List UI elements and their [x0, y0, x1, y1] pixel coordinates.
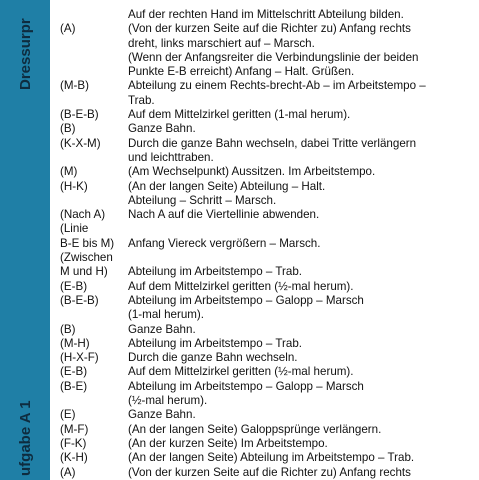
- instruction-row: [60, 394, 471, 408]
- instruction-text: (Wenn der Anfangsreiter die Verbindungslinie der beiden: [128, 50, 419, 64]
- marker-code: (A): [60, 465, 76, 479]
- instruction-row: [60, 137, 471, 151]
- side-title-bottom: ufgabe A 1: [17, 400, 34, 476]
- marker-code: (M-H): [60, 336, 90, 350]
- instruction-row: [60, 51, 471, 65]
- marker-code: (B): [60, 122, 76, 136]
- instruction-text: (An der kurzen Seite) Im Arbeitstempo.: [128, 436, 328, 450]
- instruction-text: Durch die ganze Bahn wechseln.: [128, 351, 298, 365]
- instruction-row: [60, 380, 471, 394]
- instruction-row: [60, 94, 471, 108]
- instruction-row: [60, 237, 471, 251]
- instruction-row: [60, 8, 471, 22]
- instruction-text: Abteilung zu einem Rechts-brecht-Ab – im Arbeitstempo –: [128, 79, 426, 93]
- marker-code: (M): [60, 165, 78, 179]
- instruction-text: (An der langen Seite) Abteilung im Arbeitstempo – Trab.: [128, 451, 415, 465]
- instruction-text: Abteilung im Arbeitstempo – Trab.: [128, 336, 302, 350]
- marker-code: (M-F): [60, 422, 89, 436]
- marker-code: [60, 394, 128, 408]
- instruction-text: Ganze Bahn.: [128, 322, 196, 336]
- marker-code: (B): [60, 322, 76, 336]
- instruction-row: [60, 437, 471, 451]
- marker-code: (E-B): [60, 365, 88, 379]
- instruction-text: Durch die ganze Bahn wechseln, dabei Tritte verlängern: [128, 136, 417, 150]
- instruction-row: [60, 466, 471, 480]
- instruction-text: Nach A auf die Viertellinie abwenden.: [128, 208, 320, 222]
- instruction-row: [60, 280, 471, 294]
- instruction-text: [128, 222, 471, 236]
- instruction-text: Abteilung – Schritt – Marsch.: [128, 193, 277, 207]
- instruction-row: [60, 37, 471, 51]
- marker-code: [60, 308, 128, 322]
- marker-code: [60, 65, 128, 79]
- marker-code: [60, 151, 128, 165]
- marker-code: (B-E-B): [60, 108, 99, 122]
- instruction-row: [60, 108, 471, 122]
- instruction-text: Ganze Bahn.: [128, 408, 196, 422]
- instruction-text: (Von der kurzen Seite auf die Richter zu) Anfang rechts: [128, 465, 411, 479]
- instruction-row: [60, 423, 471, 437]
- instruction-row: [60, 65, 471, 79]
- instruction-text: Abteilung im Arbeitstempo – Galopp – Marsch: [128, 293, 364, 307]
- instruction-row: [60, 122, 471, 136]
- marker-code: M und H): [60, 265, 108, 279]
- instruction-row: [60, 180, 471, 194]
- side-band: [0, 0, 50, 480]
- instruction-text: [128, 251, 471, 265]
- marker-code: (K-X-M): [60, 136, 101, 150]
- instruction-row: [60, 294, 471, 308]
- marker-code: [60, 51, 128, 65]
- instruction-row: [60, 408, 471, 422]
- instruction-row: [60, 79, 471, 93]
- instruction-text: Trab.: [128, 93, 155, 107]
- instruction-text: Abteilung im Arbeitstempo – Trab.: [128, 265, 302, 279]
- instruction-row: [60, 251, 471, 265]
- instruction-text: (½-mal herum).: [128, 394, 208, 408]
- marker-code: (H-X-F): [60, 351, 99, 365]
- marker-code: (H-K): [60, 179, 88, 193]
- instruction-text: (Am Wechselpunkt) Aussitzen. Im Arbeitstempo.: [128, 165, 376, 179]
- instruction-text: Ganze Bahn.: [128, 122, 196, 136]
- instruction-text: (An der langen Seite) Abteilung – Halt.: [128, 179, 326, 193]
- test-instructions: [60, 8, 471, 480]
- instruction-text: Auf dem Mittelzirkel geritten (1-mal herum).: [128, 108, 351, 122]
- marker-code: (B-E-B): [60, 293, 99, 307]
- instruction-text: Auf dem Mittelzirkel geritten (½-mal herum).: [128, 365, 354, 379]
- instruction-row: [60, 365, 471, 379]
- marker-code: (E-B): [60, 279, 88, 293]
- instruction-text: Auf der rechten Hand im Mittelschritt Abteilung bilden.: [128, 8, 404, 21]
- instruction-row: [60, 351, 471, 365]
- marker-code: (M-B): [60, 79, 89, 93]
- marker-code: B-E bis M): [60, 236, 115, 250]
- marker-code: (B-E): [60, 379, 88, 393]
- instruction-text: (1-mal herum).: [128, 308, 205, 322]
- instruction-row: [60, 308, 471, 322]
- instruction-row: [60, 265, 471, 279]
- instruction-row: [60, 208, 471, 222]
- side-title-top: Dressurpr: [17, 18, 34, 90]
- instruction-text: Anfang Viereck vergrößern – Marsch.: [128, 236, 321, 250]
- instruction-row: [60, 194, 471, 208]
- instruction-text: (An der langen Seite) Galoppsprünge verlängern.: [128, 422, 382, 436]
- marker-code: (A): [60, 22, 76, 36]
- marker-code: (K-H): [60, 451, 88, 465]
- instruction-row: [60, 323, 471, 337]
- instruction-text: und leichttraben.: [128, 150, 214, 164]
- marker-code: (F-K): [60, 436, 87, 450]
- instruction-row: [60, 222, 471, 236]
- instruction-text: Punkte E-B erreicht) Anfang – Halt. Grüßen.: [128, 65, 355, 79]
- instruction-row: [60, 337, 471, 351]
- marker-code: (Linie: [60, 222, 89, 236]
- instruction-text: (Von der kurzen Seite auf die Richter zu) Anfang rechts: [128, 22, 411, 36]
- marker-code: (Zwischen: [60, 251, 113, 265]
- marker-code: [60, 94, 128, 108]
- marker-code: [60, 37, 128, 51]
- marker-code: (E): [60, 408, 76, 422]
- marker-code: [60, 8, 128, 22]
- marker-code: (Nach A): [60, 208, 106, 222]
- instruction-row: [60, 22, 471, 36]
- instruction-text: Auf dem Mittelzirkel geritten (½-mal herum).: [128, 279, 354, 293]
- instruction-row: [60, 165, 471, 179]
- marker-code: [60, 194, 128, 208]
- instruction-row: [60, 451, 471, 465]
- instruction-text: dreht, links marschiert auf – Marsch.: [128, 36, 315, 50]
- instruction-text: Abteilung im Arbeitstempo – Galopp – Marsch: [128, 379, 364, 393]
- instruction-row: [60, 151, 471, 165]
